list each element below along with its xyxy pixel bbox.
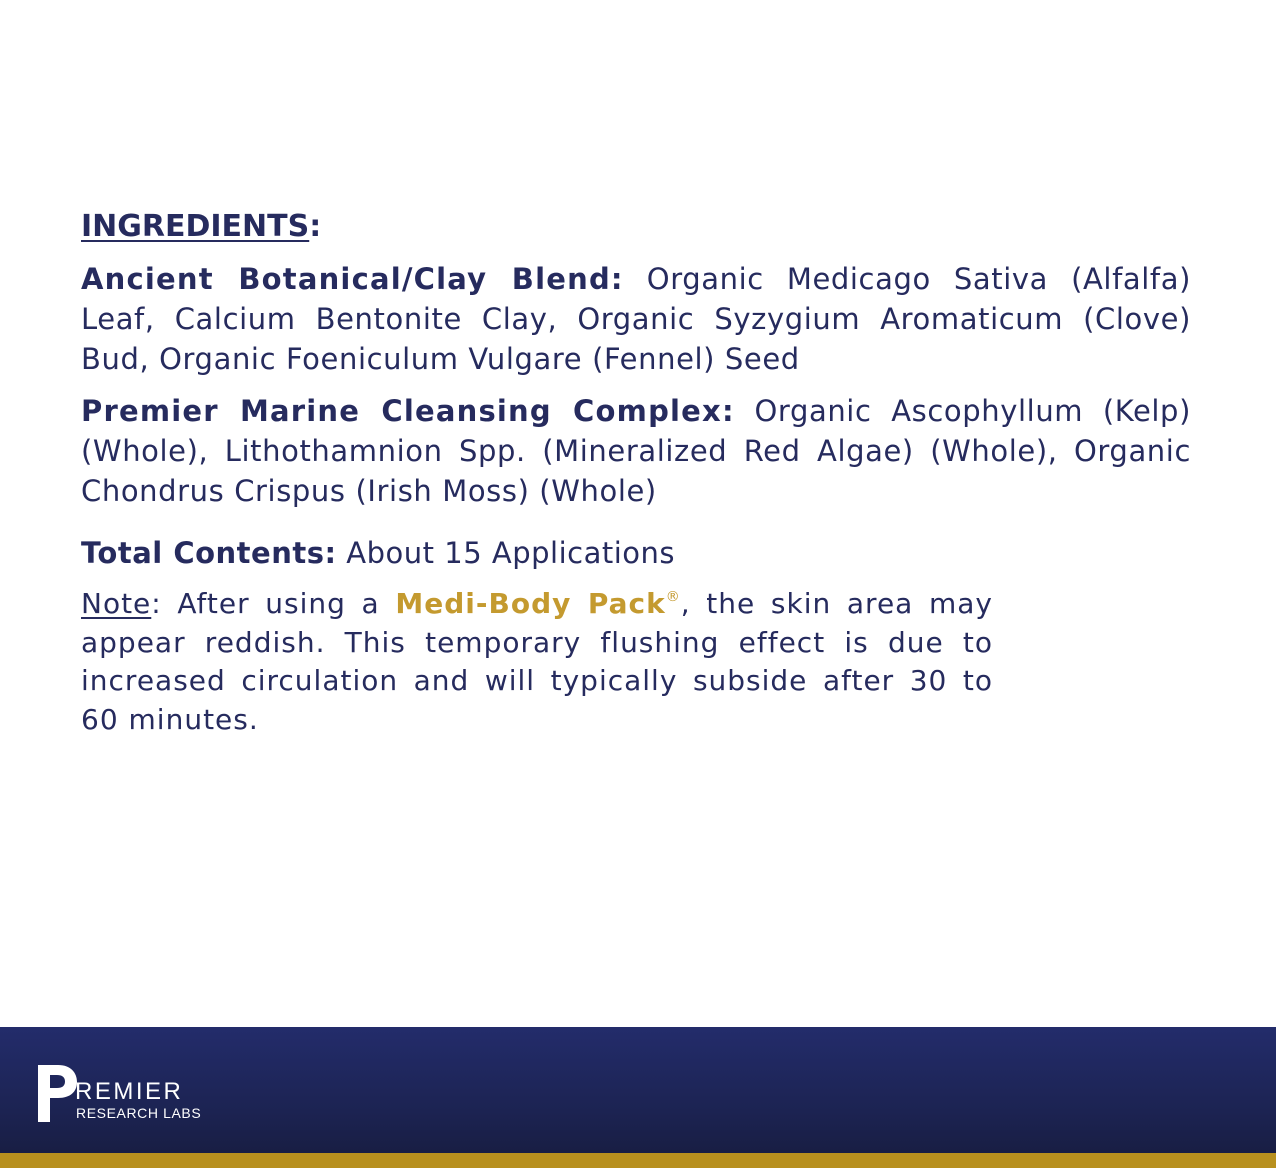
ingredients-heading-colon: : [309,209,322,244]
logo-word: REMIER [75,1078,184,1105]
brand-name [395,587,680,620]
logo-p-icon [38,1065,78,1123]
botanical-blend-text: Organic Medicago Sativa (Alfalfa) Leaf, Calcium Bentonite Clay, Organic Syzygium Aromaticum (Clove) Bud, Organic Foeniculum Vulgare (Fennel) Seed [81,262,1192,376]
total-contents-value: About 15 Applications [346,536,676,570]
marine-complex-paragraph [81,391,1191,511]
footer-gold-stripe [0,1153,1276,1168]
note-label: Note [81,587,152,620]
total-contents [81,533,1191,573]
ingredients-heading [81,207,1191,247]
registered-mark: ® [665,589,681,605]
total-contents-label: Total Contents: [81,536,337,570]
botanical-blend-paragraph [81,259,1191,379]
marine-complex-text: Organic Ascophyllum (Kelp) (Whole), Lithothamnion Spp. (Mineralized Red Algae) (Whole), Organic Chondrus Crispus (Irish Moss) (Whole) [81,394,1191,508]
logo-subtitle: RESEARCH LABS [76,1105,202,1121]
footer-bar [0,1027,1276,1168]
botanical-blend-label: Ancient Botanical/Clay Blend: [81,262,624,296]
note-paragraph [81,585,993,739]
note-text-after: , the skin area may appear reddish. This temporary flushing effect is due to increased circulation and will typically subside after 30 to 60 minutes. [81,587,993,736]
premier-research-labs-logo [38,1065,208,1125]
ingredients-panel [81,207,1191,739]
note-text-before: After using a [177,587,380,620]
marine-complex-label: Premier Marine Cleansing Complex: [81,394,735,428]
ingredients-heading-text: INGREDIENTS [81,209,310,244]
brand-name-text: Medi-Body Pack [395,587,666,620]
note-colon: : [151,587,162,620]
